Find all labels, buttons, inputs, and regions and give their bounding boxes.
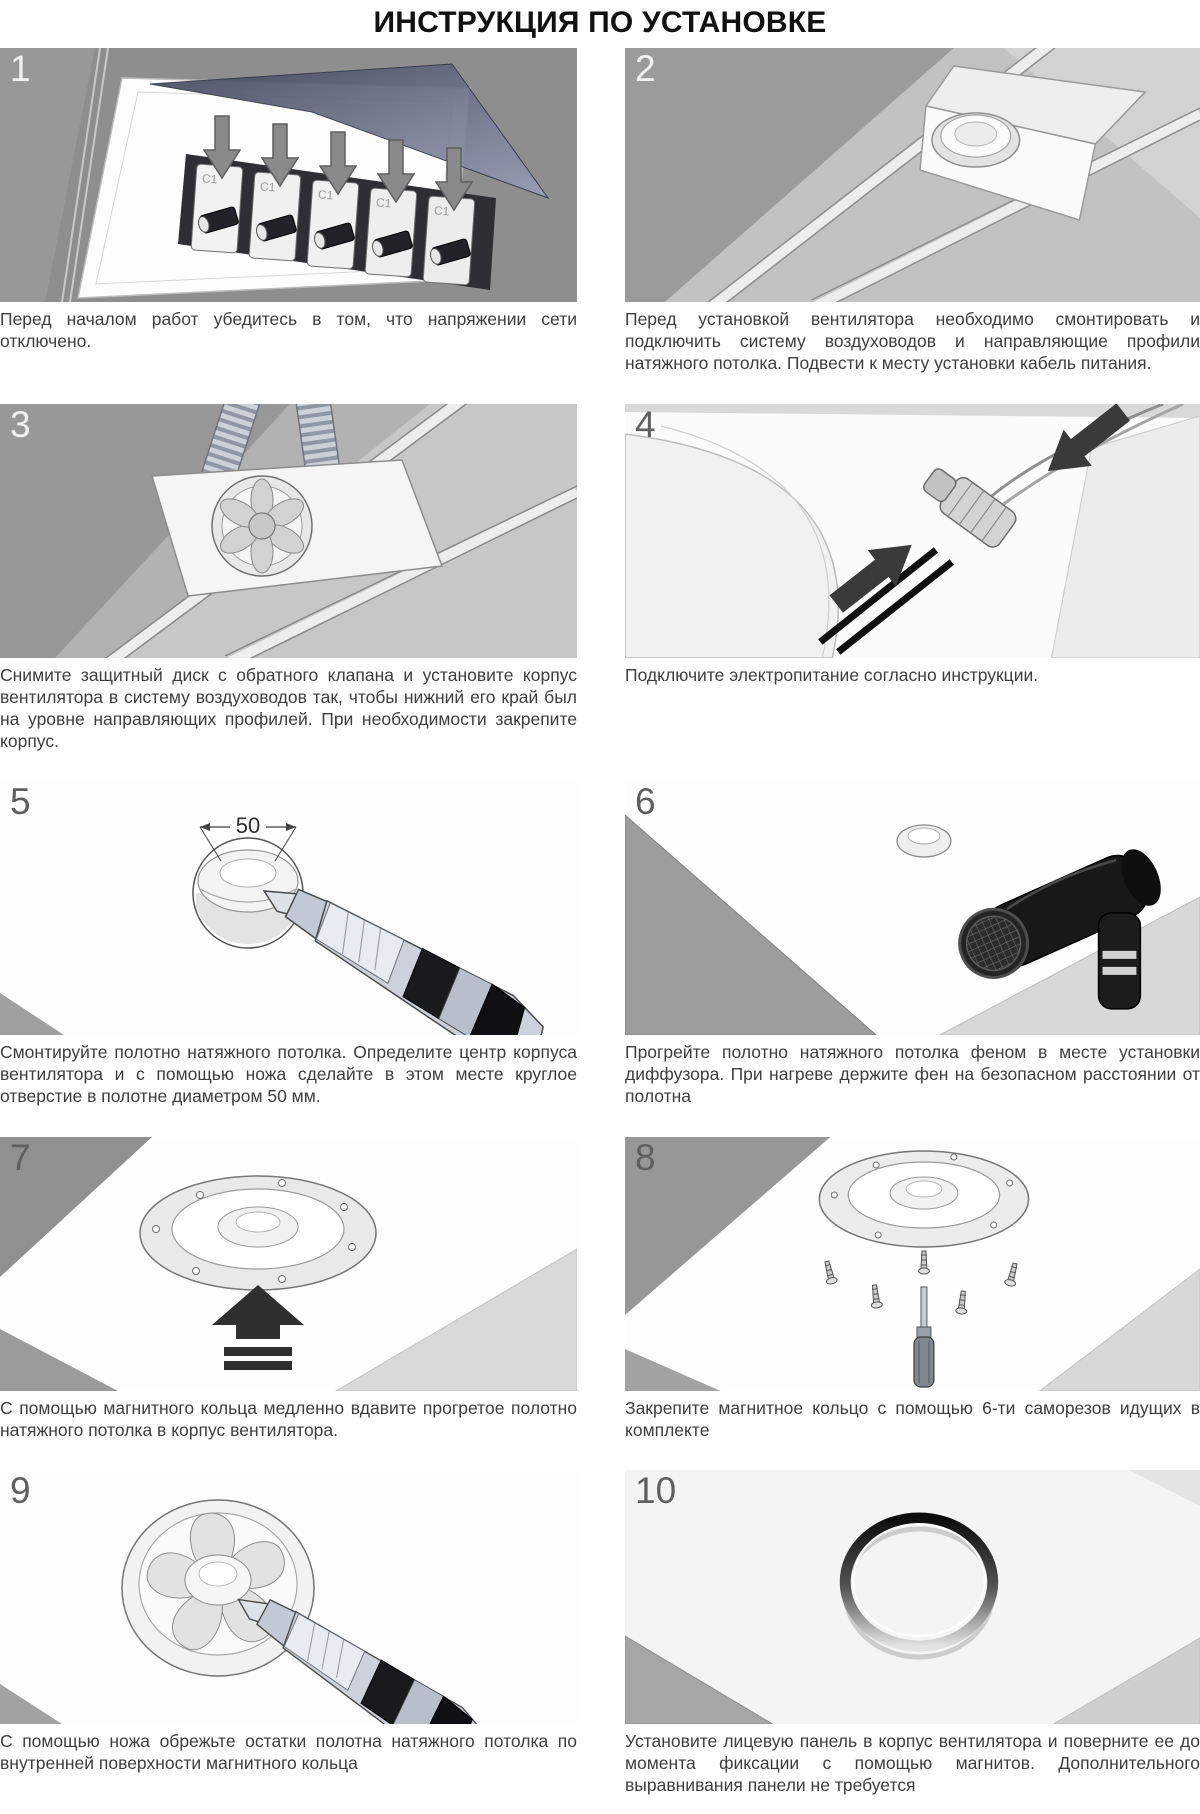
step-6-panel — [625, 781, 1200, 1035]
step-number: 5 — [10, 781, 31, 822]
step-10-panel — [625, 1470, 1200, 1724]
diffuser-part — [897, 825, 951, 857]
step-4-panel — [625, 404, 1200, 658]
step-8 — [625, 1137, 1200, 1459]
magnetic-ring — [819, 1151, 1028, 1247]
magnetic-ring-press-illustration — [0, 1137, 577, 1391]
knife-trim-illustration — [0, 1470, 577, 1724]
step-7-panel — [0, 1137, 577, 1391]
step-number: 8 — [635, 1136, 656, 1178]
step-4-caption: Подключите электропитание согласно инструкции. — [625, 664, 1039, 685]
step-3 — [0, 404, 577, 770]
step-5 — [0, 781, 577, 1125]
step-1-panel — [0, 48, 577, 302]
page-title: ИНСТРУКЦИЯ ПО УСТАНОВКЕ — [373, 6, 827, 39]
magnetic-ring — [140, 1176, 376, 1290]
step-7-caption: С помощью магнитного кольца медленно вдавите прогретое полотно натяжного потолка в корпус вентилятора. — [0, 1397, 577, 1440]
steps-grid — [0, 48, 1200, 1814]
step-number: 4 — [635, 403, 656, 445]
step-3-caption: Снимите защитный диск с обратного клапана и установите корпус вентилятора в систему воздуховодов так, чтобы нижний его край был на уровне направляющих профилей. При необходимости закрепите корпус. — [0, 664, 577, 751]
step-10 — [625, 1470, 1200, 1814]
step-2-panel — [625, 48, 1200, 302]
wiring-connection-illustration — [625, 404, 1200, 658]
step-10-caption: Установите лицевую панель в корпус вентилятора и поверните ее до момента фиксации с помощью магнитов. Дополнительного выравнивания панели не требуется — [625, 1731, 1200, 1795]
dimension-label: 50 — [235, 813, 261, 838]
step-6-caption: Прогрейте полотно натяжного потолка феном в месте установки диффузора. При нагреве держите фен на безопасном расстоянии от полотна — [625, 1042, 1200, 1106]
breaker-label: C1 — [317, 187, 334, 203]
breaker-label: C1 — [259, 179, 276, 195]
breaker-label: C1 — [201, 171, 218, 187]
breaker-label: C1 — [375, 195, 392, 211]
step-9 — [0, 1470, 577, 1814]
step-6 — [625, 781, 1200, 1125]
step-number: 9 — [10, 1470, 31, 1511]
step-2 — [625, 48, 1200, 392]
ring-screws-illustration — [625, 1137, 1200, 1391]
step-9-caption: С помощью ножа обрежьте остатки полотна натяжного потолка по внутренней поверхности магнитного кольца — [0, 1731, 577, 1773]
step-number: 6 — [635, 781, 656, 822]
step-5-caption: Смонтируйте полотно натяжного потолка. Определите центр корпуса вентилятора и с помощью ножа сделайте в этом месте круглое отверстие в полотне диаметром 50 мм. — [0, 1042, 577, 1106]
step-1-caption: Перед началом работ убедитесь в том, что напряжении сети отключено. — [0, 309, 577, 351]
step-8-panel — [625, 1137, 1200, 1391]
front-panel-ring-illustration — [625, 1470, 1200, 1724]
step-number: 10 — [635, 1470, 677, 1511]
heat-gun-illustration — [625, 781, 1200, 1035]
step-2-caption: Перед установкой вентилятора необходимо смонтировать и подключить систему воздуховодов и направляющие профили натяжного потолка. Подвести к месту установки кабель питания. — [625, 309, 1200, 373]
step-8-caption: Закрепите магнитное кольцо с помощью 6-ти саморезов идущих в комплекте — [625, 1397, 1200, 1440]
fan-housing-ducts-illustration — [0, 404, 577, 658]
step-number: 2 — [635, 48, 656, 89]
step-9-panel — [0, 1470, 577, 1724]
step-4 — [625, 404, 1200, 770]
step-7 — [0, 1137, 577, 1459]
ceiling-duct-illustration — [625, 48, 1200, 302]
step-3-panel — [0, 404, 577, 658]
step-5-panel — [0, 781, 577, 1035]
circuit-breakers-illustration — [0, 48, 577, 302]
step-number: 7 — [10, 1136, 31, 1178]
knife-hole-illustration — [0, 781, 577, 1035]
step-number: 1 — [10, 48, 31, 89]
step-1 — [0, 48, 577, 392]
breaker-label: C1 — [433, 203, 450, 219]
step-number: 3 — [10, 403, 31, 445]
